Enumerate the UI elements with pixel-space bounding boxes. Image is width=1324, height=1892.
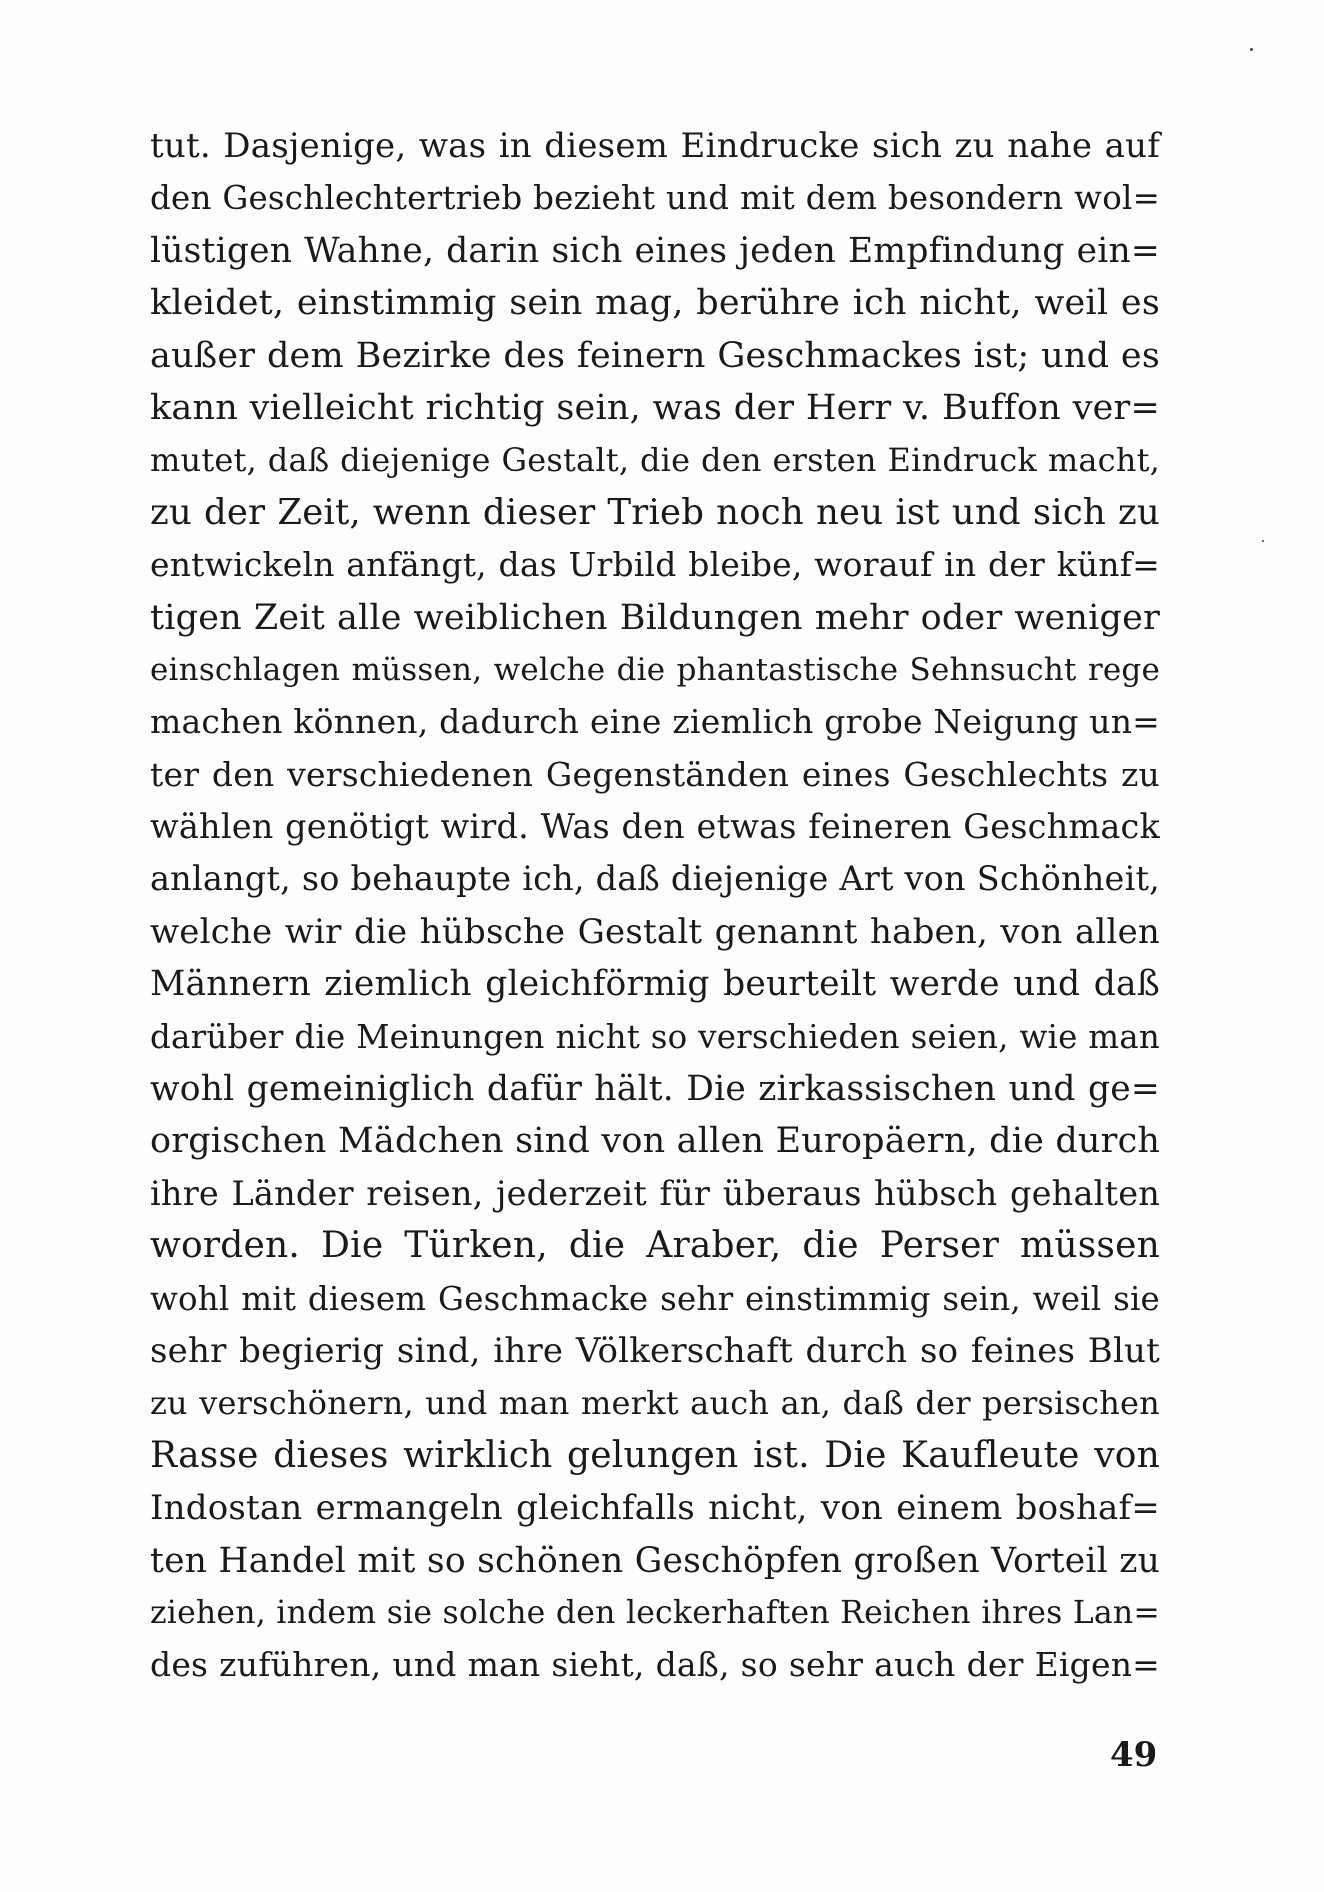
text-line: entwickeln anfängt, das Urbild bleibe, worauf in der künf= [150,545,1160,585]
text-line: kleidet, einstimmig sein mag, berühre ich nicht, weil es [150,283,1160,324]
paper-speck [1250,48,1253,51]
body-text [150,120,1160,1692]
text-line: Männern ziemlich gleichförmig beurteilt werde und daß [150,964,1160,1005]
text-line: Indostan ermangeln gleichfalls nicht, von einem boshaf= [150,1488,1160,1529]
text-line: tut. Dasjenige, was in diesem Eindrucke sich zu nahe auf [150,126,1160,166]
text-line: außer dem Bezirke des feinern Geschmackes ist; und es [150,335,1160,376]
text-line: darüber die Meinungen nicht so verschieden seien, wie man [150,1017,1160,1056]
text-line: Rasse dieses wirklich gelungen ist. Die Kaufleute von [150,1434,1160,1476]
text-line: welche wir die hübsche Gestalt genannt haben, von allen [150,911,1160,952]
text-line: anlangt, so behaupte ich, daß diejenige Art von Schönheit, [150,859,1160,899]
text-line: machen können, dadurch eine ziemlich grobe Neigung un= [150,702,1160,742]
text-line: zu der Zeit, wenn dieser Trieb noch neu ist und sich zu [150,491,1160,533]
text-line: tigen Zeit alle weiblichen Bildungen mehr oder weniger [150,597,1160,638]
text-line: kann vielleicht richtig sein, was der Herr v. Buffon ver= [150,387,1160,428]
text-line: wählen genötigt wird. Was den etwas feineren Geschmack [150,807,1160,847]
text-line: ten Handel mit so schönen Geschöpfen großen Vorteil zu [150,1540,1160,1581]
text-line: sehr begierig sind, ihre Völkerschaft durch so feines Blut [150,1330,1160,1371]
text-line: ziehen, indem sie solche den leckerhaften Reichen ihres Lan= [150,1594,1160,1631]
text-line: des zuführen, und man sieht, daß, so sehr auch der Eigen= [150,1645,1160,1685]
text-line: zu verschönern, und man merkt auch an, daß der persischen [150,1384,1160,1423]
text-line: wohl gemeiniglich dafür hält. Die zirkassischen und ge= [150,1069,1160,1110]
text-line: ihre Länder reisen, jederzeit für überaus hübsch gehalten [150,1173,1160,1213]
page-number: 49 [1110,1735,1158,1775]
text-line: orgischen Mädchen sind von allen Europäern, die durch [150,1121,1161,1162]
text-line: den Geschlechtertrieb bezieht und mit dem besondern wol= [150,179,1160,218]
text-line: ter den verschiedenen Gegenständen eines Geschlechts zu [150,754,1160,794]
text-line: wohl mit diesem Geschmacke sehr einstimmig sein, weil sie [150,1279,1160,1318]
text-line: worden. Die Türken, die Araber, die Perser müssen [150,1225,1160,1267]
text-line: mutet, daß diejenige Gestalt, die den ersten Eindruck macht, [150,441,1160,480]
text-line: lüstigen Wahne, darin sich eines jeden Empfindung ein= [150,230,1160,271]
paper-speck [1262,540,1264,542]
text-line: einschlagen müssen, welche die phantastische Sehnsucht rege [150,651,1160,688]
